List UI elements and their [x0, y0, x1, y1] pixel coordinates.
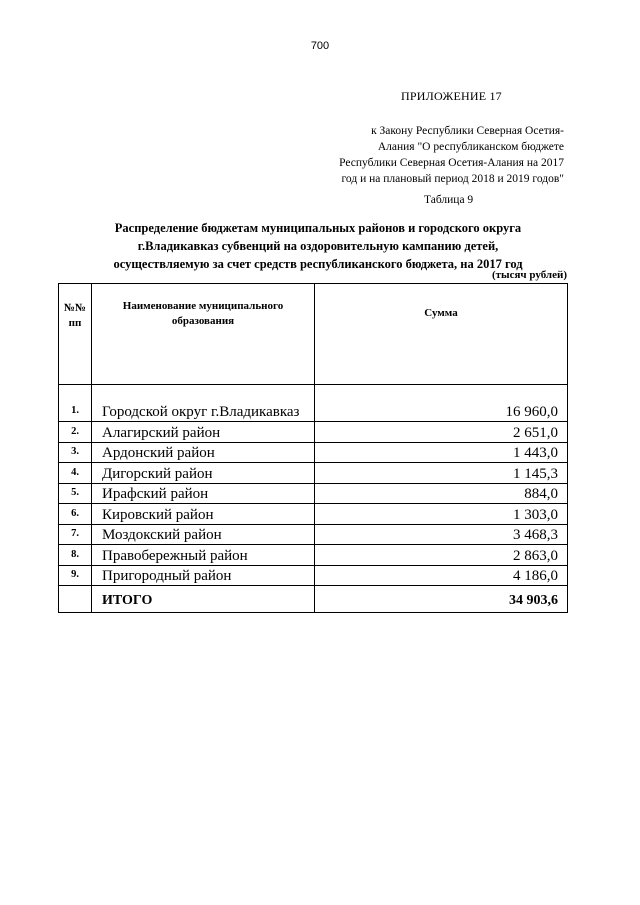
row-name: Правобережный район [92, 545, 315, 566]
total-label: ИТОГО [92, 586, 315, 613]
row-sum: 1 303,0 [315, 504, 568, 525]
row-name: Ирафский район [92, 483, 315, 504]
row-number: 9. [59, 565, 92, 586]
total-row [59, 586, 568, 613]
row-number: 5. [59, 483, 92, 504]
row-name: Пригородный район [92, 565, 315, 586]
table-row [59, 442, 568, 463]
row-number: 1. [59, 385, 92, 422]
row-name: Дигорский район [92, 463, 315, 484]
table-row [59, 463, 568, 484]
row-sum: 1 443,0 [315, 442, 568, 463]
row-name: Моздокский район [92, 524, 315, 545]
subsidy-table [58, 283, 568, 613]
units-label: (тысяч рублей) [491, 269, 567, 281]
row-number: 6. [59, 504, 92, 525]
title-line: Распределение бюджетам муниципальных районов и городского округа [114, 221, 522, 235]
row-sum: 4 186,0 [315, 565, 568, 586]
table-row [59, 524, 568, 545]
row-number: 3. [59, 442, 92, 463]
table-number: Таблица 9 [424, 194, 474, 206]
table-row [59, 422, 568, 443]
row-number: 2. [59, 422, 92, 443]
row-name: Алагирский район [92, 422, 315, 443]
law-reference [304, 123, 564, 187]
row-number: 7. [59, 524, 92, 545]
header-name-line2: образования [171, 315, 235, 327]
law-reference-line: Республики Северная Осетия-Алания на 2017 [339, 157, 564, 169]
title-line: осуществляемую за счет средств республиканского бюджета, на 2017 год [113, 257, 523, 271]
appendix-label: ПРИЛОЖЕНИЕ 17 [401, 89, 502, 103]
table-row [59, 385, 568, 422]
table-row [59, 504, 568, 525]
header-name [92, 284, 315, 385]
law-reference-line: Алания "О республиканском бюджете [377, 141, 564, 153]
row-sum: 3 468,3 [315, 524, 568, 545]
row-sum: 1 145,3 [315, 463, 568, 484]
header-number-line1: №№ [63, 302, 87, 314]
table-row [59, 483, 568, 504]
row-sum: 2 863,0 [315, 545, 568, 566]
row-name: Ардонский район [92, 442, 315, 463]
page-number: 700 [310, 40, 330, 52]
title-line: г.Владикавказ субвенций на оздоровительную кампанию детей, [137, 239, 499, 253]
table-row [59, 565, 568, 586]
header-name-line1: Наименование муниципального [122, 300, 284, 312]
row-number: 4. [59, 463, 92, 484]
law-reference-line: к Закону Республики Северная Осетия- [371, 125, 564, 137]
header-sum: Сумма [315, 284, 568, 385]
table-row [59, 545, 568, 566]
row-name: Городской округ г.Владикавказ [92, 385, 315, 422]
row-sum: 16 960,0 [315, 385, 568, 422]
row-number: 8. [59, 545, 92, 566]
header-number-line2: пп [68, 317, 82, 329]
document-title [60, 219, 576, 273]
row-sum: 2 651,0 [315, 422, 568, 443]
total-number-cell [59, 586, 92, 613]
table-header-row [59, 284, 568, 385]
law-reference-line: год и на плановый период 2018 и 2019 годов" [341, 173, 564, 185]
total-sum: 34 903,6 [315, 586, 568, 613]
row-sum: 884,0 [315, 483, 568, 504]
header-number [59, 284, 92, 385]
row-name: Кировский район [92, 504, 315, 525]
